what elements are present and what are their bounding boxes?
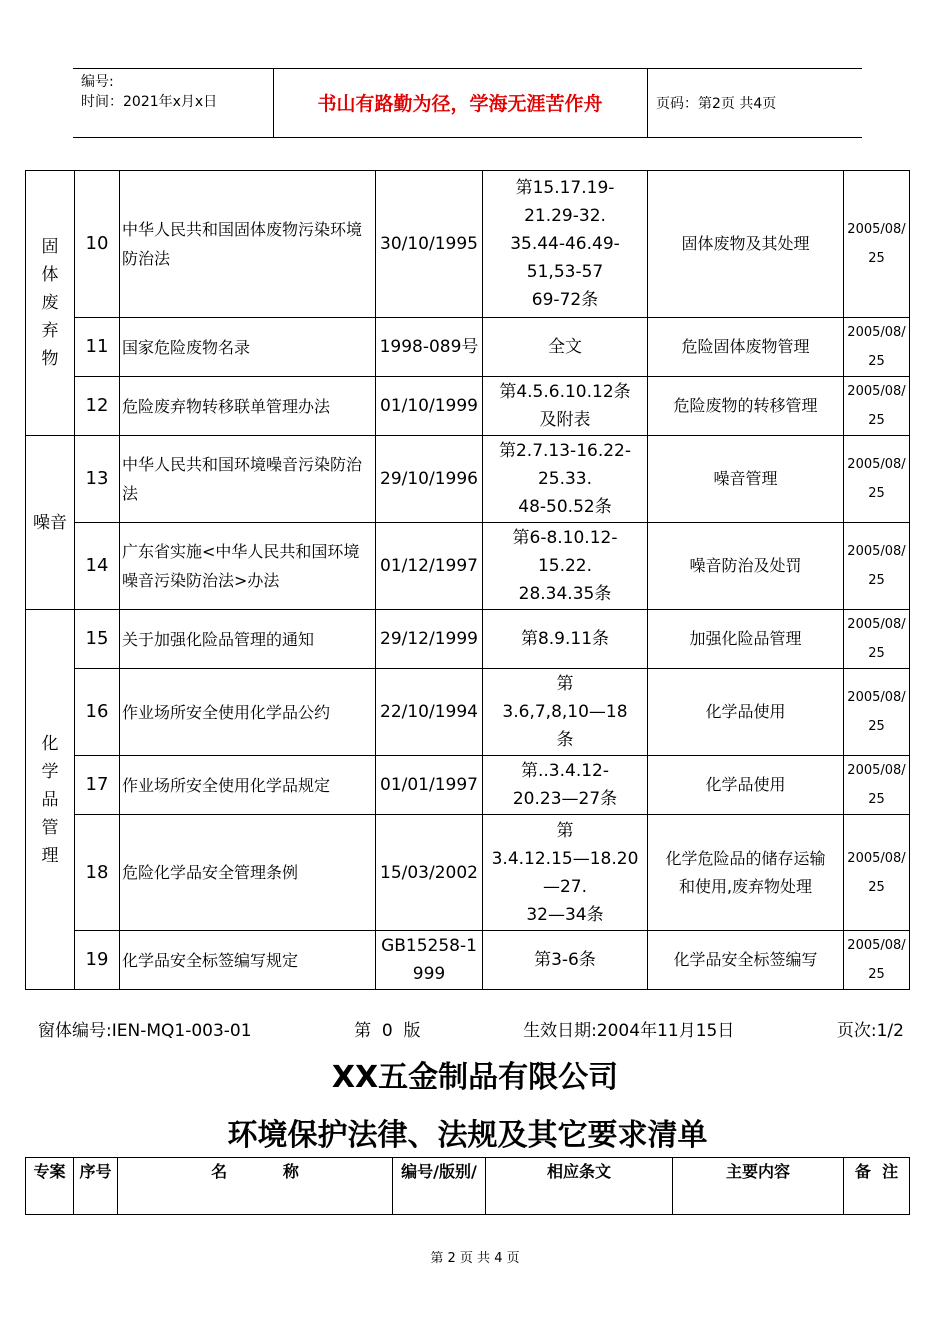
- regulation-clause: 全文: [483, 318, 648, 377]
- regulation-content: 噪音防治及处罚: [648, 523, 844, 610]
- regulation-date: 2005/08/25: [844, 523, 910, 610]
- column-header: 专案: [26, 1158, 74, 1215]
- form-number: 窗体编号:IEN-MQ1-003-01: [38, 1021, 252, 1041]
- row-number: 16: [75, 669, 120, 756]
- table-row: [26, 523, 910, 610]
- regulation-date: 2005/08/25: [844, 318, 910, 377]
- company-name: XX五金制品有限公司: [331, 1060, 619, 1095]
- regulation-content: 化学品使用: [648, 669, 844, 756]
- time-label: 时间：2021年x月x日: [81, 94, 218, 110]
- regulation-clause: 第6-8.10.12- 15.22. 28.34.35条: [483, 523, 648, 610]
- row-number: 14: [75, 523, 120, 610]
- row-number: 13: [75, 436, 120, 523]
- regulation-name: 作业场所安全使用化学品公约: [120, 669, 376, 756]
- regulation-content: 加强化险品管理: [648, 610, 844, 669]
- column-header: 名 称: [118, 1158, 393, 1215]
- column-header: 相应条文: [486, 1158, 673, 1215]
- effective-date: 生效日期:2004年11月15日: [523, 1021, 735, 1041]
- regulation-name: 中华人民共和国固体废物污染环境防治法: [120, 171, 376, 318]
- regulation-code: 15/03/2002: [376, 815, 483, 931]
- regulation-name: 国家危险废物名录: [120, 318, 376, 377]
- column-header: 备 注: [844, 1158, 910, 1215]
- regulation-content: 危险固体废物管理: [648, 318, 844, 377]
- regulation-code: 30/10/1995: [376, 171, 483, 318]
- regulation-content: 化学品使用: [648, 756, 844, 815]
- regulation-code: 22/10/1994: [376, 669, 483, 756]
- regulation-clause: 第8.9.11条: [483, 610, 648, 669]
- regulation-clause: 第15.17.19- 21.29-32. 35.44-46.49- 51,53-57 69-72条: [483, 171, 648, 318]
- document-title: 环境保护法律、法规及其它要求清单: [227, 1118, 708, 1153]
- table-row: [26, 318, 910, 377]
- column-header: 主要内容: [673, 1158, 844, 1215]
- table-row: [26, 669, 910, 756]
- regulation-name: 危险化学品安全管理条例: [120, 815, 376, 931]
- page-header: [73, 68, 862, 138]
- regulation-date: 2005/08/25: [844, 436, 910, 523]
- row-number: 19: [75, 931, 120, 990]
- regulation-date: 2005/08/25: [844, 669, 910, 756]
- category-solid-waste: 固 体 废 弃 物: [26, 171, 75, 436]
- regulation-clause: 第2.7.13-16.22- 25.33. 48-50.52条: [483, 436, 648, 523]
- regulation-name: 关于加强化险品管理的通知: [120, 610, 376, 669]
- regulations-table: [25, 170, 910, 990]
- motto: 书山有路勤为径，学海无涯苦作舟: [317, 93, 603, 115]
- regulation-name: 危险废弃物转移联单管理办法: [120, 377, 376, 436]
- regulation-content: 噪音管理: [648, 436, 844, 523]
- row-number: 10: [75, 171, 120, 318]
- number-label: 编号:: [81, 74, 114, 90]
- table-row: [26, 436, 910, 523]
- table-row: [26, 171, 910, 318]
- regulation-content: 化学危险品的储存运输 和使用,废弃物处理: [648, 815, 844, 931]
- regulation-date: 2005/08/25: [844, 610, 910, 669]
- form-info-line: [38, 1016, 904, 1041]
- regulation-date: 2005/08/25: [844, 756, 910, 815]
- page-footer: 第 2 页 共 4 页: [430, 1251, 520, 1266]
- list-header-table: [25, 1157, 910, 1215]
- regulation-code: 29/12/1999: [376, 610, 483, 669]
- row-number: 17: [75, 756, 120, 815]
- regulation-content: 化学品安全标签编写: [648, 931, 844, 990]
- regulation-date: 2005/08/25: [844, 815, 910, 931]
- regulation-code: 01/01/1997: [376, 756, 483, 815]
- regulation-content: 危险废物的转移管理: [648, 377, 844, 436]
- row-number: 15: [75, 610, 120, 669]
- regulation-name: 中华人民共和国环境噪音污染防治法: [120, 436, 376, 523]
- category-noise: 噪音: [26, 436, 75, 610]
- regulation-code: 01/10/1999: [376, 377, 483, 436]
- row-number: 18: [75, 815, 120, 931]
- regulation-code: GB15258-1999: [376, 931, 483, 990]
- regulation-clause: 第4.5.6.10.12条 及附表: [483, 377, 648, 436]
- table-row: [26, 815, 910, 931]
- page-info: 页码：第2页 共4页: [656, 96, 777, 112]
- regulation-name: 作业场所安全使用化学品规定: [120, 756, 376, 815]
- regulation-clause: 第 3.6,7,8,10—18 条: [483, 669, 648, 756]
- header-row: [26, 1158, 910, 1215]
- regulation-content: 固体废物及其处理: [648, 171, 844, 318]
- regulation-date: 2005/08/25: [844, 377, 910, 436]
- regulation-clause: 第3-6条: [483, 931, 648, 990]
- table-row: [26, 756, 910, 815]
- category-chemicals: 化 学 品 管 理: [26, 610, 75, 990]
- regulation-name: 广东省实施<中华人民共和国环境噪音污染防治法>办法: [120, 523, 376, 610]
- regulation-clause: 第 3.4.12.15—18.20—27. 32—34条: [483, 815, 648, 931]
- page-count: 页次:1/2: [836, 1021, 904, 1041]
- regulation-code: 29/10/1996: [376, 436, 483, 523]
- table-row: [26, 377, 910, 436]
- column-header: 序号: [74, 1158, 118, 1215]
- header-divider: [647, 69, 648, 137]
- regulation-code: 1998-089号: [376, 318, 483, 377]
- regulation-date: 2005/08/25: [844, 931, 910, 990]
- table-row: [26, 610, 910, 669]
- regulation-clause: 第..3.4.12- 20.23—27条: [483, 756, 648, 815]
- regulation-code: 01/12/1997: [376, 523, 483, 610]
- row-number: 12: [75, 377, 120, 436]
- table-row: [26, 931, 910, 990]
- column-header: 编号/版别/: [393, 1158, 486, 1215]
- form-version: 第 0 版: [354, 1021, 421, 1041]
- regulation-date: 2005/08/25: [844, 171, 910, 318]
- row-number: 11: [75, 318, 120, 377]
- regulation-name: 化学品安全标签编写规定: [120, 931, 376, 990]
- header-meta: [81, 72, 217, 112]
